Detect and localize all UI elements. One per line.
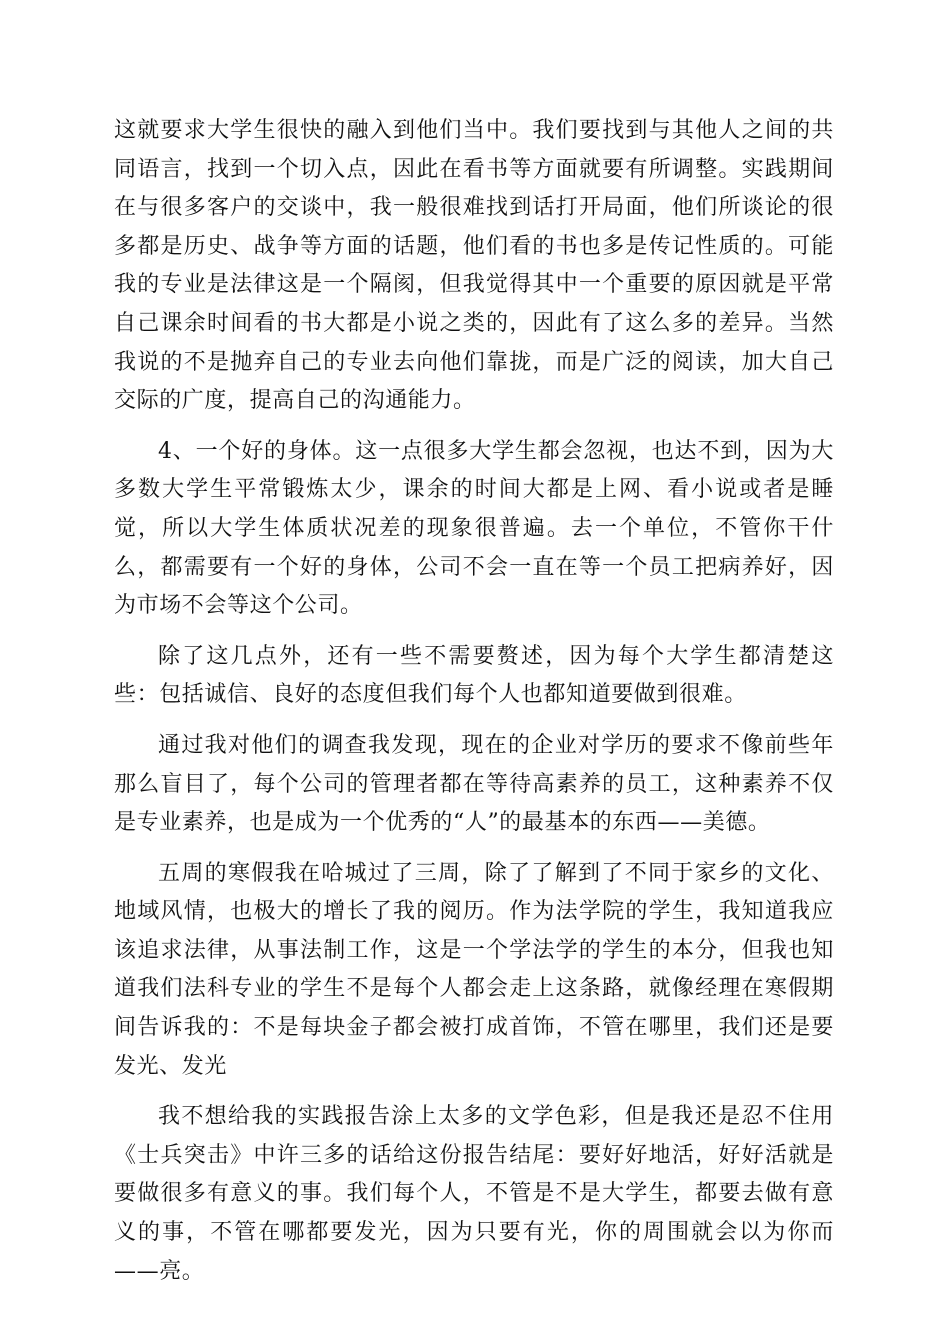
document-body xyxy=(114,112,834,1291)
paragraph-6: 我不想给我的实践报告涂上太多的文学色彩，但是我还是忍不住用《士兵突击》中许三多的话给这份报告结尾：要好好地活，好好活就是要做很多有意义的事。我们每个人，不管是不是大学生，都要去做有意义的事，不管在哪都要发光，因为只要有光，你的周围就会以为你而——亮。 xyxy=(114,1104,834,1284)
paragraph-5: 五周的寒假我在哈城过了三周，除了了解到了不同于家乡的文化、地域风情，也极大的增长了我的阅历。作为法学院的学生，我知道我应该追求法律，从事法制工作，这是一个学法学的学生的本分，但我也知道我们法科专业的学生不是每个人都会走上这条路，就像经理在寒假期间告诉我的：不是每块金子都会被打成首饰，不管在哪里，我们还是要发光、发光 xyxy=(114,860,834,1079)
paragraph-3: 除了这几点外，还有一些不需要赘述，因为每个大学生都清楚这些：包括诚信、良好的态度但我们每个人也都知道要做到很难。 xyxy=(114,643,834,708)
paragraph-1: 这就要求大学生很快的融入到他们当中。我们要找到与其他人之间的共同语言，找到一个切入点，因此在看书等方面就要有所调整。实践期间在与很多客户的交谈中，我一般很难找到话打开局面，他们所谈论的很多都是历史、战争等方面的话题，他们看的书也多是传记性质的。可能我的专业是法律这是一个隔阂，但我觉得其中一个重要的原因就是平常自己课余时间看的书大都是小说之类的，因此有了这么多的差异。当然我说的不是抛弃自己的专业去向他们靠拢，而是广泛的阅读，加大自己交际的广度，提高自己的沟通能力。 xyxy=(114,118,834,414)
paragraph-2: 4、一个好的身体。这一点很多大学生都会忽视，也达不到，因为大多数大学生平常锻炼太少，课余的时间大都是上网、看小说或者是睡觉，所以大学生体质状况差的现象很普遍。去一个单位，不管你干什么，都需要有一个好的身体，公司不会一直在等一个员工把病养好，因为市场不会等这个公司。 xyxy=(114,438,834,619)
paragraph-4: 通过我对他们的调查我发现，现在的企业对学历的要求不像前些年那么盲目了，每个公司的管理者都在等待高素养的员工，这种素养不仅是专业素养，也是成为一个优秀的“人”的最基本的东西——美德。 xyxy=(114,732,834,836)
